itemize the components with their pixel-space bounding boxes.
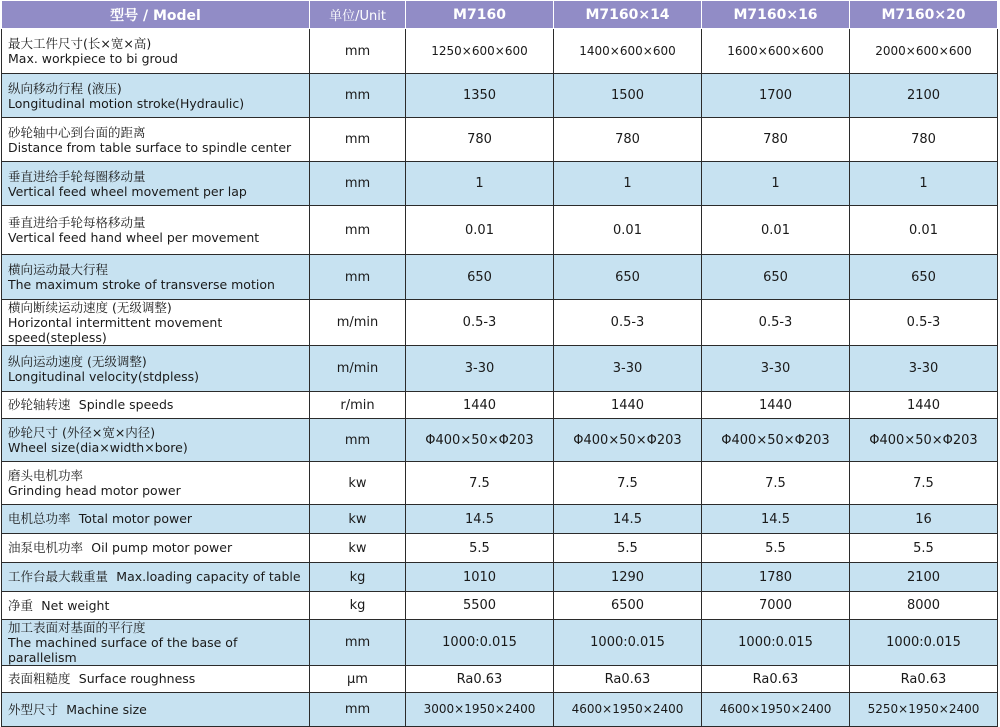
row-label-cn: 横向运动最大行程	[8, 262, 109, 277]
header-unit: 单位/Unit	[310, 1, 406, 29]
row-unit: mm	[310, 206, 406, 255]
row-value: 1000:0.015	[406, 620, 554, 666]
row-unit: mm	[310, 162, 406, 206]
row-label-cn: 外型尺寸	[8, 701, 59, 717]
row-value: Φ400×50×Φ203	[850, 419, 998, 462]
row-value: 5.5	[406, 534, 554, 563]
header-model: 型号 / Model	[2, 1, 310, 29]
row-unit: mm	[310, 74, 406, 118]
row-value: Ra0.63	[554, 666, 702, 693]
row-label-cn: 砂轮轴转速	[8, 397, 71, 412]
row-label-en: The machined surface of the base of parallelism	[8, 635, 238, 665]
row-label-cn: 表面粗糙度	[8, 671, 71, 686]
row-value: 1000:0.015	[554, 620, 702, 666]
row-label-cn: 净重	[8, 597, 34, 613]
row-value: 5.5	[554, 534, 702, 563]
header-model-2: M7160×14	[554, 1, 702, 29]
row-label	[2, 563, 310, 592]
row-label	[2, 118, 310, 162]
row-label	[2, 592, 310, 620]
row-value: 5.5	[850, 534, 998, 563]
table-row	[2, 620, 998, 666]
table-row	[2, 118, 998, 162]
table-row	[2, 29, 998, 74]
row-value: 7000	[702, 592, 850, 620]
row-label-cn: 砂轮轴中心到台面的距离	[8, 124, 146, 140]
row-label-cn: 电机总功率	[8, 511, 71, 526]
row-value: 1500	[554, 74, 702, 118]
row-unit: kw	[310, 462, 406, 505]
row-label	[2, 505, 310, 534]
row-value: 0.5-3	[702, 300, 850, 346]
row-value: 1400×600×600	[554, 29, 702, 74]
table-row	[2, 666, 998, 693]
row-value: 0.5-3	[406, 300, 554, 346]
row-unit: kw	[310, 534, 406, 563]
row-value: 14.5	[406, 505, 554, 534]
row-label-en: The maximum stroke of transverse motion	[8, 277, 275, 292]
row-label-cn: 砂轮尺寸 (外径×宽×内径)	[8, 425, 156, 440]
row-label-en: Total motor power	[78, 511, 193, 526]
table-row	[2, 693, 998, 727]
row-value: 1440	[406, 392, 554, 419]
row-value: 6500	[554, 592, 702, 620]
row-unit: mm	[310, 255, 406, 300]
row-unit: μm	[310, 666, 406, 693]
row-value: 1780	[702, 563, 850, 592]
row-value: 780	[406, 118, 554, 162]
row-label-cn: 加工表面对基面的平行度	[8, 620, 146, 635]
row-label	[2, 620, 310, 666]
row-value: 3-30	[406, 346, 554, 392]
row-value: 16	[850, 505, 998, 534]
row-value: 3000×1950×2400	[406, 693, 554, 727]
row-label-en: Horizontal intermittent movement speed(stepless)	[8, 315, 223, 345]
row-value: 1290	[554, 563, 702, 592]
row-label-cn: 垂直进给手轮每圈移动量	[8, 168, 146, 184]
row-unit: mm	[310, 693, 406, 727]
row-value: 0.01	[406, 206, 554, 255]
row-value: 14.5	[554, 505, 702, 534]
row-label	[2, 693, 310, 727]
row-value: 7.5	[406, 462, 554, 505]
row-label-en: Max.loading capacity of table	[116, 569, 301, 584]
table-row	[2, 162, 998, 206]
row-value: 2100	[850, 74, 998, 118]
row-value: Φ400×50×Φ203	[702, 419, 850, 462]
row-value: 7.5	[850, 462, 998, 505]
row-label	[2, 534, 310, 563]
row-value: 1440	[702, 392, 850, 419]
table-row	[2, 505, 998, 534]
row-value: 3-30	[850, 346, 998, 392]
row-unit: mm	[310, 118, 406, 162]
row-label-cn: 纵向运动速度 (无级调整)	[8, 353, 147, 369]
row-value: 650	[702, 255, 850, 300]
row-label	[2, 300, 310, 346]
row-value: 1000:0.015	[850, 620, 998, 666]
row-label-cn: 工作台最大载重量	[8, 569, 109, 584]
row-unit: kg	[310, 592, 406, 620]
row-label	[2, 462, 310, 505]
header-model-1: M7160	[406, 1, 554, 29]
table-row	[2, 462, 998, 505]
row-value: 0.01	[702, 206, 850, 255]
table-row	[2, 300, 998, 346]
table-row	[2, 74, 998, 118]
row-value: 1	[850, 162, 998, 206]
row-value: 4600×1950×2400	[554, 693, 702, 727]
row-value: 650	[850, 255, 998, 300]
row-label-en: Grinding head motor power	[8, 483, 181, 498]
spec-table	[1, 1, 998, 727]
header-model-4: M7160×20	[850, 1, 998, 29]
row-value: 0.5-3	[850, 300, 998, 346]
row-value: 1000:0.015	[702, 620, 850, 666]
row-value: 2100	[850, 563, 998, 592]
table-row	[2, 592, 998, 620]
row-unit: mm	[310, 620, 406, 666]
row-label-cn: 磨头电机功率	[8, 468, 84, 483]
row-unit: m/min	[310, 300, 406, 346]
row-label-cn: 油泵电机功率	[8, 540, 84, 555]
row-value: 1600×600×600	[702, 29, 850, 74]
header-row	[2, 1, 998, 29]
row-unit: m/min	[310, 346, 406, 392]
row-value: 1010	[406, 563, 554, 592]
row-label	[2, 29, 310, 74]
table-row	[2, 419, 998, 462]
row-value: 650	[406, 255, 554, 300]
row-value: 14.5	[702, 505, 850, 534]
row-value: Φ400×50×Φ203	[554, 419, 702, 462]
table-row	[2, 563, 998, 592]
row-unit: kg	[310, 563, 406, 592]
row-value: 0.01	[554, 206, 702, 255]
row-label-en: Oil pump motor power	[91, 540, 233, 555]
row-value: 5250×1950×2400	[850, 693, 998, 727]
row-label-cn: 垂直进给手轮每格移动量	[8, 215, 146, 230]
row-label	[2, 666, 310, 693]
row-value: Ra0.63	[702, 666, 850, 693]
row-label	[2, 206, 310, 255]
row-value: 3-30	[554, 346, 702, 392]
row-label-en: Vertical feed wheel movement per lap	[8, 183, 247, 199]
row-value: 1440	[554, 392, 702, 419]
row-label-en: Wheel size(dia×width×bore)	[8, 440, 188, 455]
row-value: 7.5	[554, 462, 702, 505]
row-value: 1700	[702, 74, 850, 118]
row-label	[2, 74, 310, 118]
row-value: 5500	[406, 592, 554, 620]
row-value: 1	[554, 162, 702, 206]
row-value: 1440	[850, 392, 998, 419]
row-value: 2000×600×600	[850, 29, 998, 74]
table-row	[2, 534, 998, 563]
row-label	[2, 162, 310, 206]
row-unit: mm	[310, 29, 406, 74]
row-value: 650	[554, 255, 702, 300]
row-label-en: Machine size	[66, 701, 147, 717]
header-model-3: M7160×16	[702, 1, 850, 29]
row-label-en: Distance from table surface to spindle center	[8, 139, 292, 155]
row-value: Φ400×50×Φ203	[406, 419, 554, 462]
row-value: 780	[702, 118, 850, 162]
row-value: 5.5	[702, 534, 850, 563]
row-value: Ra0.63	[406, 666, 554, 693]
row-value: 0.5-3	[554, 300, 702, 346]
row-value: Ra0.63	[850, 666, 998, 693]
row-label	[2, 346, 310, 392]
row-label	[2, 419, 310, 462]
row-value: 7.5	[702, 462, 850, 505]
row-value: 1	[406, 162, 554, 206]
row-label	[2, 255, 310, 300]
row-label-en: Net weight	[41, 597, 110, 613]
table-row	[2, 392, 998, 419]
row-value: 1	[702, 162, 850, 206]
row-label-cn: 最大工件尺寸(长×宽×高)	[8, 36, 152, 51]
row-value: 1250×600×600	[406, 29, 554, 74]
row-unit: kw	[310, 505, 406, 534]
row-label-cn: 横向断续运动速度 (无级调整)	[8, 300, 172, 315]
row-value: 780	[850, 118, 998, 162]
row-label-en: Longitudinal velocity(stdpless)	[8, 368, 200, 384]
table-row	[2, 206, 998, 255]
row-value: 3-30	[702, 346, 850, 392]
row-value: 0.01	[850, 206, 998, 255]
row-value: 780	[554, 118, 702, 162]
row-value: 4600×1950×2400	[702, 693, 850, 727]
row-label	[2, 392, 310, 419]
row-label-cn: 纵向移动行程 (液压)	[8, 80, 122, 96]
row-value: 1350	[406, 74, 554, 118]
table-row	[2, 346, 998, 392]
row-label-en: Longitudinal motion stroke(Hydraulic)	[8, 95, 245, 111]
table-row	[2, 255, 998, 300]
row-unit: mm	[310, 419, 406, 462]
row-value: 8000	[850, 592, 998, 620]
row-label-en: Vertical feed hand wheel per movement	[8, 230, 260, 245]
row-label-en: Spindle speeds	[78, 397, 174, 412]
row-unit: r/min	[310, 392, 406, 419]
row-label-en: Surface roughness	[78, 671, 196, 686]
row-label-en: Max. workpiece to bi groud	[8, 51, 178, 66]
